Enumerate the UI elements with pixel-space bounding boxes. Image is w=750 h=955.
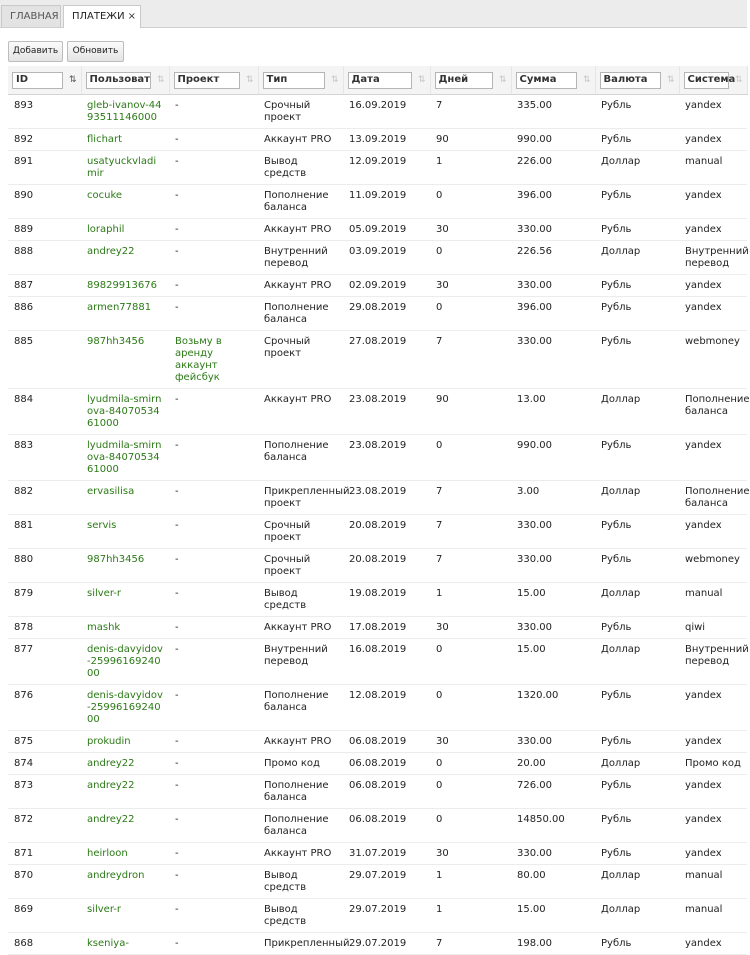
cell-sys: webmoney — [679, 549, 747, 583]
column-header[interactable] — [595, 66, 679, 95]
table-row[interactable] — [8, 865, 747, 899]
column-filter-input[interactable]: Сумма — [516, 72, 577, 89]
cell-proj: - — [169, 275, 258, 297]
cell-date: 12.09.2019 — [343, 151, 430, 185]
cell-date: 23.08.2019 — [343, 389, 430, 435]
cell-cur: Рубль — [595, 331, 679, 389]
cell-cur: Рубль — [595, 843, 679, 865]
tab-bar — [0, 0, 747, 28]
cell-id: 871 — [8, 843, 81, 865]
cell-days: 7 — [430, 95, 511, 129]
cell-id: 872 — [8, 809, 81, 843]
cell-days: 30 — [430, 617, 511, 639]
cell-proj: - — [169, 933, 258, 955]
cell-sum: 990.00 — [511, 435, 595, 481]
table-header — [8, 66, 747, 95]
sort-arrows-icon[interactable]: ⇅ — [734, 75, 743, 85]
cell-sys: yandex — [679, 185, 747, 219]
table-row[interactable] — [8, 843, 747, 865]
cell-days: 0 — [430, 435, 511, 481]
cell-sum: 396.00 — [511, 185, 595, 219]
cell-date: 05.09.2019 — [343, 219, 430, 241]
column-header[interactable] — [8, 66, 81, 95]
cell-sum: 20.00 — [511, 753, 595, 775]
cell-proj: - — [169, 219, 258, 241]
cell-sys: webmoney — [679, 331, 747, 389]
cell-date: 06.08.2019 — [343, 775, 430, 809]
cell-type: Внутренний перевод — [258, 639, 343, 685]
cell-id: 887 — [8, 275, 81, 297]
cell-sum: 330.00 — [511, 549, 595, 583]
cell-days: 1 — [430, 151, 511, 185]
cell-type: Пополнение баланса — [258, 685, 343, 731]
column-header[interactable] — [169, 66, 258, 95]
cell-sys: Внутренний перевод — [679, 241, 747, 275]
cell-user[interactable]: servis — [81, 515, 169, 549]
cell-id: 876 — [8, 685, 81, 731]
column-header[interactable] — [430, 66, 511, 95]
cell-id: 883 — [8, 435, 81, 481]
cell-date: 20.08.2019 — [343, 515, 430, 549]
table-row[interactable] — [8, 241, 747, 275]
cell-type: Пополнение баланса — [258, 185, 343, 219]
cell-date: 16.08.2019 — [343, 639, 430, 685]
cell-date: 03.09.2019 — [343, 241, 430, 275]
cell-proj: - — [169, 389, 258, 435]
close-icon[interactable]: × — [127, 11, 136, 22]
cell-user[interactable]: prokudin — [81, 731, 169, 753]
cell-sum: 726.00 — [511, 775, 595, 809]
cell-proj: - — [169, 549, 258, 583]
cell-date: 29.07.2019 — [343, 933, 430, 955]
cell-date: 23.08.2019 — [343, 481, 430, 515]
cell-id: 886 — [8, 297, 81, 331]
cell-id: 877 — [8, 639, 81, 685]
cell-proj: - — [169, 843, 258, 865]
cell-type: Срочный проект — [258, 331, 343, 389]
cell-proj: - — [169, 775, 258, 809]
cell-proj: - — [169, 617, 258, 639]
cell-cur: Рубль — [595, 95, 679, 129]
cell-user[interactable]: andrey22 — [81, 241, 169, 275]
cell-sys: yandex — [679, 809, 747, 843]
cell-date: 29.07.2019 — [343, 865, 430, 899]
cell-sum: 80.00 — [511, 865, 595, 899]
cell-date: 16.09.2019 — [343, 95, 430, 129]
column-header[interactable] — [258, 66, 343, 95]
cell-cur: Доллар — [595, 583, 679, 617]
cell-type: Срочный проект — [258, 515, 343, 549]
cell-type: Аккаунт PRO — [258, 617, 343, 639]
table-row[interactable] — [8, 685, 747, 731]
table-row[interactable] — [8, 481, 747, 515]
cell-sys: Внутренний перевод — [679, 639, 747, 685]
cell-days: 0 — [430, 685, 511, 731]
payments-table — [8, 66, 748, 955]
cell-days: 90 — [430, 389, 511, 435]
tab-payments-label: ПЛАТЕЖИ — [72, 11, 125, 22]
cell-user[interactable]: silver-r — [81, 583, 169, 617]
cell-type: Вывод средств — [258, 865, 343, 899]
cell-proj: - — [169, 515, 258, 549]
cell-sys: yandex — [679, 731, 747, 753]
table-row[interactable] — [8, 95, 747, 129]
cell-id: 890 — [8, 185, 81, 219]
cell-date: 20.08.2019 — [343, 549, 430, 583]
cell-days: 0 — [430, 639, 511, 685]
cell-cur: Доллар — [595, 865, 679, 899]
cell-cur: Рубль — [595, 731, 679, 753]
cell-date: 19.08.2019 — [343, 583, 430, 617]
cell-user[interactable]: 89829913676 — [81, 275, 169, 297]
cell-days: 0 — [430, 297, 511, 331]
cell-sys: manual — [679, 865, 747, 899]
table-row[interactable] — [8, 151, 747, 185]
cell-sum: 990.00 — [511, 129, 595, 151]
column-filter-input[interactable]: Пользоват — [86, 72, 151, 89]
add-button[interactable]: Добавить — [8, 41, 63, 62]
table-row[interactable] — [8, 275, 747, 297]
table-row[interactable] — [8, 515, 747, 549]
cell-cur: Доллар — [595, 899, 679, 933]
cell-sys: qiwi — [679, 617, 747, 639]
cell-proj: - — [169, 151, 258, 185]
cell-sys: Пополнение баланса — [679, 481, 747, 515]
cell-type: Вывод средств — [258, 899, 343, 933]
table-row[interactable] — [8, 617, 747, 639]
cell-sys: yandex — [679, 95, 747, 129]
cell-proj: - — [169, 639, 258, 685]
cell-proj: - — [169, 753, 258, 775]
cell-days: 7 — [430, 481, 511, 515]
cell-user[interactable]: usatyuckvladimir — [81, 151, 169, 185]
cell-cur: Рубль — [595, 435, 679, 481]
cell-date: 06.08.2019 — [343, 753, 430, 775]
sort-arrows-icon[interactable]: ⇅ — [245, 75, 254, 85]
cell-date: 11.09.2019 — [343, 185, 430, 219]
column-filter-input[interactable]: Тип — [263, 72, 325, 89]
cell-id: 875 — [8, 731, 81, 753]
cell-days: 7 — [430, 933, 511, 955]
table-row[interactable] — [8, 753, 747, 775]
cell-proj: - — [169, 731, 258, 753]
cell-proj: - — [169, 865, 258, 899]
table-row[interactable] — [8, 389, 747, 435]
cell-type: Аккаунт PRO — [258, 389, 343, 435]
cell-days: 1 — [430, 583, 511, 617]
cell-cur: Рубль — [595, 809, 679, 843]
table-row[interactable] — [8, 435, 747, 481]
cell-sum: 15.00 — [511, 583, 595, 617]
cell-date: 27.08.2019 — [343, 331, 430, 389]
cell-sum: 226.56 — [511, 241, 595, 275]
cell-proj: - — [169, 809, 258, 843]
cell-cur: Рубль — [595, 185, 679, 219]
cell-proj: - — [169, 185, 258, 219]
cell-days: 1 — [430, 865, 511, 899]
tab-main[interactable] — [1, 5, 61, 27]
cell-days: 30 — [430, 843, 511, 865]
cell-user[interactable]: ervasilisa — [81, 481, 169, 515]
sort-arrows-icon[interactable]: ⇅ — [156, 75, 165, 85]
tab-main-label: ГЛАВНАЯ — [10, 11, 59, 22]
column-filter-input[interactable]: Дней — [435, 72, 493, 89]
cell-id: 873 — [8, 775, 81, 809]
cell-sum: 15.00 — [511, 639, 595, 685]
cell-cur: Доллар — [595, 753, 679, 775]
table-row[interactable] — [8, 331, 747, 389]
cell-cur: Рубль — [595, 775, 679, 809]
cell-id: 888 — [8, 241, 81, 275]
sort-arrows-icon[interactable]: ⇅ — [582, 75, 591, 85]
cell-sys: yandex — [679, 515, 747, 549]
cell-type: Аккаунт PRO — [258, 731, 343, 753]
cell-cur: Рубль — [595, 515, 679, 549]
cell-proj: - — [169, 481, 258, 515]
cell-sum: 3.00 — [511, 481, 595, 515]
table-row[interactable] — [8, 809, 747, 843]
cell-sum: 330.00 — [511, 515, 595, 549]
cell-sum: 13.00 — [511, 389, 595, 435]
table-row[interactable] — [8, 129, 747, 151]
cell-sum: 226.00 — [511, 151, 595, 185]
tab-payments[interactable] — [63, 5, 141, 28]
cell-id: 869 — [8, 899, 81, 933]
cell-proj: - — [169, 241, 258, 275]
cell-type: Пополнение баланса — [258, 775, 343, 809]
cell-sum: 198.00 — [511, 933, 595, 955]
cell-sum: 330.00 — [511, 617, 595, 639]
cell-sys: yandex — [679, 297, 747, 331]
cell-sum: 396.00 — [511, 297, 595, 331]
cell-days: 1 — [430, 899, 511, 933]
cell-sys: yandex — [679, 435, 747, 481]
cell-id: 891 — [8, 151, 81, 185]
table-row[interactable] — [8, 933, 747, 955]
cell-user[interactable]: lyudmila-smirnova-8407053461000 — [81, 435, 169, 481]
cell-cur: Рубль — [595, 275, 679, 297]
table-row[interactable] — [8, 899, 747, 933]
cell-date: 23.08.2019 — [343, 435, 430, 481]
cell-user[interactable]: 987hh3456 — [81, 549, 169, 583]
cell-user[interactable]: denis-davyidov-2599616924000 — [81, 639, 169, 685]
cell-user[interactable]: kseniya- — [81, 933, 169, 955]
cell-date: 17.08.2019 — [343, 617, 430, 639]
cell-id: 892 — [8, 129, 81, 151]
cell-cur: Рубль — [595, 685, 679, 731]
column-header[interactable] — [81, 66, 169, 95]
cell-user[interactable]: armen77881 — [81, 297, 169, 331]
cell-user[interactable]: cocuke — [81, 185, 169, 219]
cell-type: Срочный проект — [258, 95, 343, 129]
sort-arrows-icon[interactable]: ⇅ — [68, 75, 77, 85]
refresh-button[interactable]: Обновить — [67, 41, 124, 62]
cell-proj: - — [169, 435, 258, 481]
cell-sys: yandex — [679, 219, 747, 241]
table-row[interactable] — [8, 775, 747, 809]
cell-id: 882 — [8, 481, 81, 515]
cell-date: 29.07.2019 — [343, 899, 430, 933]
toolbar — [0, 28, 747, 66]
cell-sys: yandex — [679, 775, 747, 809]
cell-days: 0 — [430, 809, 511, 843]
cell-user[interactable]: silver-r — [81, 899, 169, 933]
cell-cur: Доллар — [595, 151, 679, 185]
cell-date: 02.09.2019 — [343, 275, 430, 297]
cell-id: 874 — [8, 753, 81, 775]
cell-proj: - — [169, 297, 258, 331]
cell-cur: Доллар — [595, 241, 679, 275]
cell-type: Срочный проект — [258, 549, 343, 583]
cell-sys: yandex — [679, 129, 747, 151]
cell-sum: 330.00 — [511, 731, 595, 753]
column-filter-input[interactable]: Проект — [174, 72, 240, 89]
cell-days: 7 — [430, 549, 511, 583]
cell-days: 0 — [430, 241, 511, 275]
cell-cur: Рубль — [595, 219, 679, 241]
table-row[interactable] — [8, 731, 747, 753]
cell-id: 889 — [8, 219, 81, 241]
cell-sys: Промо код — [679, 753, 747, 775]
cell-sum: 1320.00 — [511, 685, 595, 731]
cell-days: 30 — [430, 275, 511, 297]
sort-arrows-icon[interactable]: ⇅ — [417, 75, 426, 85]
cell-id: 884 — [8, 389, 81, 435]
cell-days: 7 — [430, 515, 511, 549]
cell-sum: 330.00 — [511, 219, 595, 241]
cell-days: 0 — [430, 753, 511, 775]
cell-proj: - — [169, 685, 258, 731]
column-header[interactable] — [511, 66, 595, 95]
cell-sum: 335.00 — [511, 95, 595, 129]
cell-user[interactable]: andreydron — [81, 865, 169, 899]
cell-type: Аккаунт PRO — [258, 275, 343, 297]
cell-cur: Рубль — [595, 617, 679, 639]
cell-type: Аккаунт PRO — [258, 219, 343, 241]
cell-type: Промо код — [258, 753, 343, 775]
cell-sum: 330.00 — [511, 843, 595, 865]
cell-type: Пополнение баланса — [258, 297, 343, 331]
cell-user[interactable]: andrey22 — [81, 775, 169, 809]
cell-type: Аккаунт PRO — [258, 843, 343, 865]
cell-cur: Рубль — [595, 297, 679, 331]
cell-sys: yandex — [679, 275, 747, 297]
table-row[interactable] — [8, 549, 747, 583]
cell-type: Пополнение баланса — [258, 809, 343, 843]
sort-arrows-icon[interactable]: ⇅ — [498, 75, 507, 85]
cell-sys: yandex — [679, 843, 747, 865]
cell-id: 870 — [8, 865, 81, 899]
cell-user[interactable]: lyudmila-smirnova-8407053461000 — [81, 389, 169, 435]
cell-proj: - — [169, 899, 258, 933]
sort-arrows-icon[interactable]: ⇅ — [666, 75, 675, 85]
cell-proj: - — [169, 95, 258, 129]
cell-type: Прикрепленный — [258, 933, 343, 955]
cell-id: 879 — [8, 583, 81, 617]
cell-date: 06.08.2019 — [343, 809, 430, 843]
cell-user[interactable]: gleb-ivanov-4493511146000 — [81, 95, 169, 129]
cell-user[interactable]: heirloon — [81, 843, 169, 865]
cell-user[interactable]: andrey22 — [81, 809, 169, 843]
cell-days: 0 — [430, 185, 511, 219]
cell-date: 12.08.2019 — [343, 685, 430, 731]
column-filter-input[interactable]: ID — [12, 72, 63, 89]
cell-sum: 15.00 — [511, 899, 595, 933]
cell-cur: Рубль — [595, 549, 679, 583]
cell-user[interactable]: mashk — [81, 617, 169, 639]
cell-id: 881 — [8, 515, 81, 549]
cell-cur: Рубль — [595, 933, 679, 955]
table-row[interactable] — [8, 639, 747, 685]
cell-sys: manual — [679, 899, 747, 933]
cell-days: 0 — [430, 775, 511, 809]
cell-type: Прикрепленный проект — [258, 481, 343, 515]
cell-cur: Доллар — [595, 481, 679, 515]
cell-proj: Возьму в аренду аккаунт фейсбук — [169, 331, 258, 389]
cell-user[interactable]: 987hh3456 — [81, 331, 169, 389]
cell-date: 13.09.2019 — [343, 129, 430, 151]
cell-user[interactable]: loraphil — [81, 219, 169, 241]
cell-sys: manual — [679, 583, 747, 617]
column-header[interactable] — [343, 66, 430, 95]
cell-date: 06.08.2019 — [343, 731, 430, 753]
cell-sys: Пополнение баланса — [679, 389, 747, 435]
cell-type: Внутренний перевод — [258, 241, 343, 275]
cell-sys: manual — [679, 151, 747, 185]
cell-user[interactable]: andrey22 — [81, 753, 169, 775]
cell-type: Вывод средств — [258, 151, 343, 185]
cell-id: 868 — [8, 933, 81, 955]
cell-days: 30 — [430, 219, 511, 241]
column-filter-input[interactable]: Система — [684, 72, 729, 89]
cell-id: 885 — [8, 331, 81, 389]
cell-proj: - — [169, 583, 258, 617]
table-row[interactable] — [8, 219, 747, 241]
sort-arrows-icon[interactable]: ⇅ — [330, 75, 339, 85]
cell-cur: Доллар — [595, 389, 679, 435]
cell-cur: Рубль — [595, 129, 679, 151]
column-header[interactable] — [679, 66, 747, 95]
cell-sum: 330.00 — [511, 331, 595, 389]
cell-type: Аккаунт PRO — [258, 129, 343, 151]
cell-days: 7 — [430, 331, 511, 389]
cell-type: Вывод средств — [258, 583, 343, 617]
cell-days: 30 — [430, 731, 511, 753]
cell-cur: Доллар — [595, 639, 679, 685]
cell-sum: 14850.00 — [511, 809, 595, 843]
cell-sys: yandex — [679, 685, 747, 731]
column-filter-input[interactable]: Дата — [348, 72, 412, 89]
cell-type: Пополнение баланса — [258, 435, 343, 481]
cell-sys: yandex — [679, 933, 747, 955]
cell-user[interactable]: denis-davyidov-2599616924000 — [81, 685, 169, 731]
table-row[interactable] — [8, 583, 747, 617]
cell-proj: - — [169, 129, 258, 151]
table-row[interactable] — [8, 185, 747, 219]
cell-date: 31.07.2019 — [343, 843, 430, 865]
cell-id: 893 — [8, 95, 81, 129]
cell-user[interactable]: flichart — [81, 129, 169, 151]
cell-sum: 330.00 — [511, 275, 595, 297]
cell-days: 90 — [430, 129, 511, 151]
table-row[interactable] — [8, 297, 747, 331]
column-filter-input[interactable]: Валюта — [600, 72, 661, 89]
cell-date: 29.08.2019 — [343, 297, 430, 331]
cell-id: 878 — [8, 617, 81, 639]
cell-id: 880 — [8, 549, 81, 583]
